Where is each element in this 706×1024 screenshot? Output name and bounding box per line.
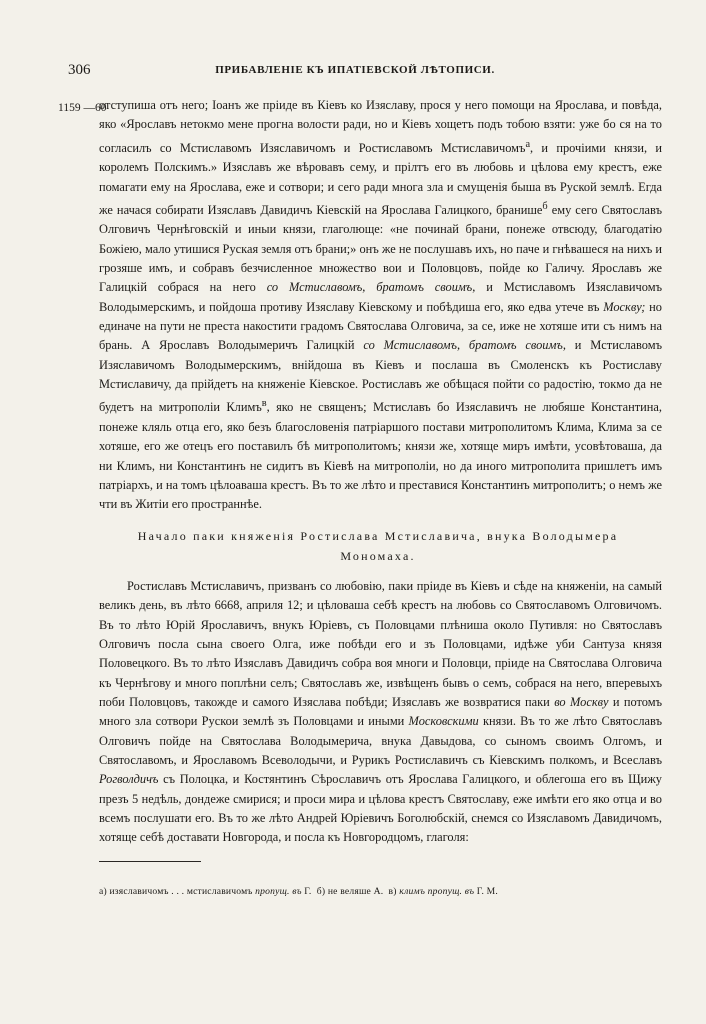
text-run: и Мстиславомъ Изяславичомъ Володымерскимъ, и пойдоша противу Изяславу Кіевскому и побѣдиша его, яко едва утече въ — [99, 280, 662, 314]
footnotes — [99, 885, 662, 898]
footnote-marker-a: а — [525, 138, 531, 150]
footnote-a-note: пропущ. въ — [255, 886, 302, 897]
running-head: ПРИБАВЛЕНІЕ КЪ ИПАТІЕВСКОЙ ЛѢТОПИСИ. — [215, 64, 495, 76]
footnote-v-mark: в) — [388, 886, 397, 897]
footnote-a-source: Г. — [304, 886, 312, 897]
heading-line-2: Мономаха. — [340, 549, 416, 563]
footnote-divider — [99, 861, 201, 862]
footnote-b-text: не веляше — [327, 886, 371, 897]
footnote-v-note: пропущ. въ — [427, 886, 475, 897]
paragraph-1 — [99, 96, 662, 515]
text-run: ему сего Святославъ Олговичъ Чернѣговскій и иныи князи, глаголюще: «не починай брани, понеже отвсюду, благодатію Божіею, мало утишися Руская земля отъ брани;» онъ же не послушавъ ихъ, но паче и гнѣвашеся на нихъ и грозяше имъ, и собравъ безчисленное множество вои и Половцовъ, пойде ко Галичу. Ярославъ же Галицкій собрася на него — [99, 202, 662, 295]
italic-run: Московскими — [408, 714, 479, 729]
italic-run: Рогволдичъ — [99, 772, 159, 787]
section-heading — [80, 526, 676, 566]
italic-run: во Москву — [554, 695, 609, 710]
heading-line-1: Начало паки княженія Ростислава Мстиславича, внука Володымера — [137, 529, 619, 543]
text-run: , и прочіими князи, и королемъ Полскимъ.» Изяславъ же вѣровавъ сему, и прілтъ его въ любовь и цѣлова ему крестъ, еже помагати ему на Ярослава, еже и сотвори; и сего ради многа зла и смущенія бышa въ Руской землѣ. Егда же начася собирати Изяславъ Давидичъ Кіевскій на Ярослава Галицкого, бранише — [99, 140, 663, 217]
footnote-v-source: Г. М. — [476, 886, 498, 897]
text-run: Ростиславъ Мстиславичъ, призванъ со любовію, паки пріиде въ Кіевъ и сѣде на княженіи, на самый великъ день, въ лѣто 6668, априля 12; и цѣловаша себѣ крестъ на любовь со Святославомъ Олговичомъ. Въ то лѣто Юрій Ярославичъ, внукъ Юріевъ, съ Половцами плѣниша около Путивля: но Святославъ Олговичъ посла сына своего Олга, иже побѣди его и зъ Половцами, идѣже уби Сантуза князя Половецкого. Въ то лѣто Изяславъ Давидичъ собра воя многи и Половци, пріиде на Святослава Олговича къ Чернѣгову и много поплѣни селъ; Святославъ же, извѣщенъ бывъ о семъ, собрася на него, вперевыхъ поби Половцовъ, такожде и самого Изяслава побѣди; Изяславъ же возвратися паки — [99, 579, 662, 710]
footnote-v-text: климъ — [399, 886, 426, 897]
footnote-a-text: изяславичомъ . . . мстиславичомъ — [109, 886, 253, 897]
text-run: съ Полоцка, и Костянтинъ Сѣрославичъ отъ Ярослава Галицкого, и облегоша его въ Щижу презъ 5 недѣль, дондеже смирися; и проси мира и цѣлова крестъ Святославу, еже имѣти его яко отца и во всемъ послушати его. Въ то же лѣто Андрей Юріевичъ Боголюбскій, снемся со Изяславомъ Давидичомъ, хотяще себѣ доставати Новгорода, и посла къ Новгородцомъ, глаголя: — [99, 772, 662, 845]
text-run: но единаче на пути не преста накостити градомъ Святослава Олговича, за се, иже не хотяше ити съ нимъ на брань. А Ярославъ Володымеричъ Галицкій — [99, 299, 662, 353]
italic-run: со Мстиславомъ, братомъ своимъ, — [363, 338, 566, 353]
italic-run: со Мстиславомъ, братомъ своимъ, — [266, 280, 476, 295]
text-run: отступиша отъ него; Іоанъ же пріиде въ Кіевъ ко Изяславу, прося у него помощи на Ярослава, и повѣда, яко «Ярославъ нетокмо мене прогна волости ради, но и Кіевъ хощетъ подъ тобою взяти: уже бо ся на то согласилъ со Мстиславомъ Изяславичомъ и Ростиславомъ Мстиславичомъ — [99, 98, 662, 155]
text-run: и Мстиславомъ Изяславичомъ Володымерскимъ, внійдоша въ Кіевъ и послаша въ Смоленскъ къ Ростиславу Мстиславичу, да прійдетъ на княженіе Кіевское. Ростиславъ же обѣщася пойти со радостію, токмо да не будетъ на митрополіи Климъ — [99, 338, 662, 415]
text-run: князи. Въ то же лѣто Святославъ Олговичъ пойде на Святослава Володымерича, внука Давыдова, со сыномъ своимъ Олгомъ, и Святославомъ, и Ярославомъ Всеволодычи, и Рурикъ Ростиславичъ съ Кіевскимъ полкомъ, и Всеславъ — [99, 714, 662, 768]
footnote-a-mark: а) — [99, 886, 107, 897]
margin-year-note: 1159 —60 — [58, 102, 107, 114]
text-run: и потомъ много зла сотвори Рускои землѣ зъ Половцами и иными — [99, 695, 662, 729]
footnote-b-mark: б) — [316, 886, 326, 897]
italic-run: Москву; — [603, 299, 646, 314]
footnote-b-source: А. — [373, 886, 384, 897]
page-header — [68, 62, 642, 82]
paragraph-2 — [99, 577, 662, 848]
footnote-marker-v: в — [261, 398, 267, 410]
page-number: 306 — [68, 62, 91, 78]
footnote-marker-b: б — [542, 200, 548, 212]
text-run: , яко не священъ; Мстиславъ бо Изяславичъ не любяше Константина, понеже кляль отца его, яко безъ благословенія патріаршого постави митрополитомъ Клима, Клима за се хотяше, его же отецъ его поставилъ бѣ митрополитомъ; князи же, хотяще миръ имѣти, усовѣтоваша, да ни Климъ, ни Константинъ не сидитъ въ Кіевѣ на митрополіи, но да иного митрополита пришлетъ имъ патріархъ, и на томъ цѣлоaваша крестъ. Въ то же лѣто и преставися Константинъ митрополитъ; о немъ же чти въ Житіи его пространнѣе. — [99, 400, 662, 512]
